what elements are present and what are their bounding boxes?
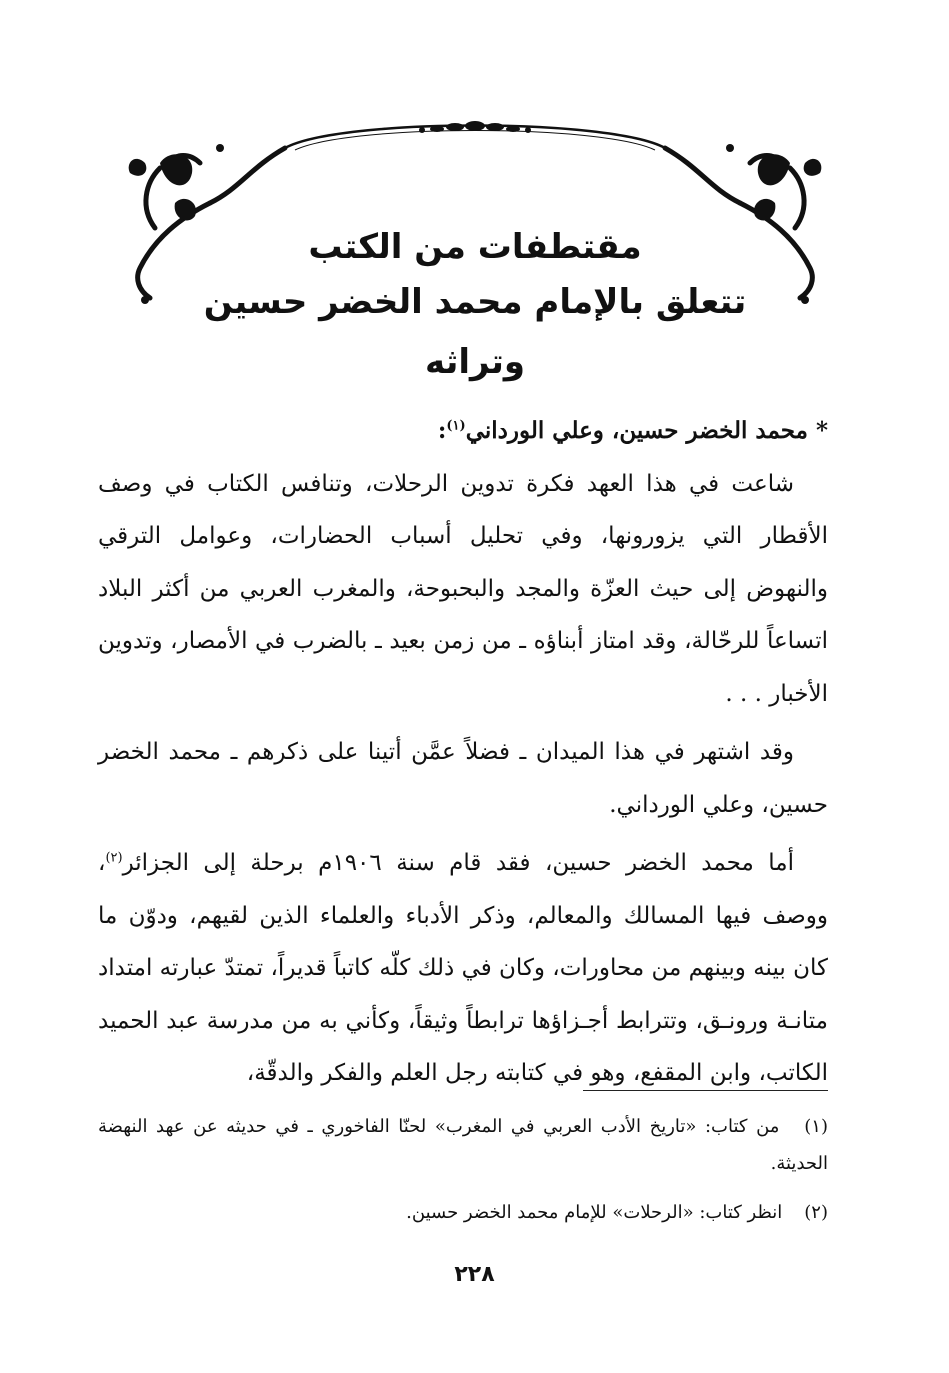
paragraph-3 [98, 837, 828, 1100]
footnote-1 [98, 1108, 828, 1182]
body-text [98, 405, 828, 1100]
footnote-2 [98, 1194, 828, 1231]
footnote-ref-2: (٢) [105, 850, 123, 866]
paragraph-3-rest: ، ووصف فيها المسالك والمعالم، وذكر الأدباء والعلماء الذين لقيهم، ودوّن ما كان بينه وبينهم من محاورات، وكان في ذلك كلّه كاتباً قديراً، تمتدّ عبارته امتداد متانـة ورونـق، وتترابط أجـزاؤها ترابطاً وثيقاً، وكأني به من مدرسة عبد الحميد الكاتب، وابن المقفع، وهو في كتابته رجل العلم والفكر والدقّة، [98, 850, 828, 1086]
footnote-2-number: (٢) [804, 1202, 828, 1223]
paragraph-1: شاعت في هذا العهد فكرة تدوين الرحلات، وتنافس الكتاب في وصف الأقطار التي يزورونها، وفي تحليل أسباب الحضارات، وعوامل الترقي والنهوض إلى حيث العزّة والمجد والبحبوحة، والمغرب العربي من أكثر البلاد اتساعاً للرحّالة، وقد امتاز أبناؤه ـ من زمن بعيد ـ بالضرب في الأمصار، وتدوين الأخبار . . . [98, 470, 828, 707]
footnote-1-text: من كتاب: «تاريخ الأدب العربي في المغرب» لحنّا الفاخوري ـ في حديثه عن عهد النهضة الحديثة. [98, 1116, 828, 1174]
chapter-title [150, 222, 800, 392]
section-heading [98, 405, 828, 458]
chapter-title-line1: مقتطفات من الكتب [308, 227, 642, 267]
page-number: ٢٢٨ [454, 1262, 495, 1287]
asterisk-marker: * [815, 417, 828, 444]
paragraph-2: وقد اشتهر في هذا الميدان ـ فضلاً عمَّن أتينا على ذكرهم ـ محمد الخضر حسين، وعلي الورداني. [98, 739, 828, 818]
chapter-title-line2: تتعلق بالإمام محمد الخضر حسين وتراثه [203, 282, 747, 382]
section-heading-text: محمد الخضر حسين، وعلي الورداني [465, 417, 808, 444]
footnote-separator [583, 1090, 828, 1091]
footnote-ref-1: (١) [446, 418, 466, 434]
section-heading-colon: : [437, 417, 447, 444]
paragraph-3-start: أما محمد الخضر حسين، فقد قام سنة ١٩٠٦م برحلة إلى الجزائر [122, 850, 794, 876]
footnote-2-text: انظر كتاب: «الرحلات» للإمام محمد الخضر حسين. [406, 1202, 783, 1223]
footnote-1-number: (١) [804, 1116, 828, 1137]
footnotes [98, 1108, 828, 1231]
